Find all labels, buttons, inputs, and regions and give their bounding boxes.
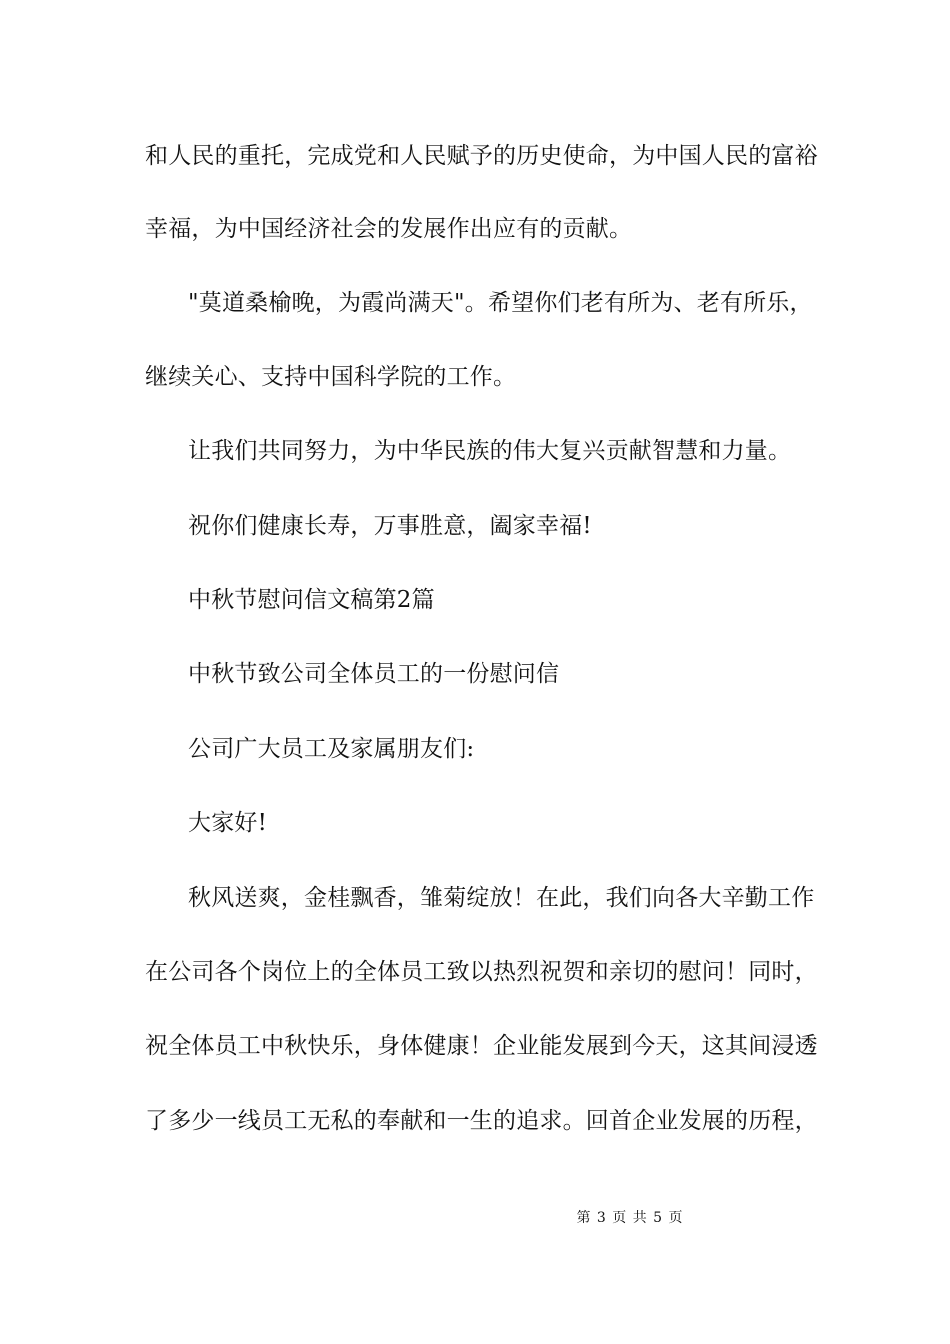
page-footer bbox=[0, 1208, 950, 1228]
body-text-line: 幸福，为中国经济社会的发展作出应有的贡献。 bbox=[145, 216, 633, 242]
letter-salutation: 公司广大员工及家属朋友们: bbox=[188, 736, 475, 762]
page-number: 第 3 页 共 5 页 bbox=[576, 1210, 684, 1226]
body-text-line: 秋风送爽，金桂飘香，雏菊绽放！在此，我们向各大辛勤工作 bbox=[188, 885, 815, 911]
body-text-line: 在公司各个岗位上的全体员工致以热烈祝贺和亲切的慰问！同时， bbox=[145, 959, 818, 985]
body-text-line: 让我们共同努力，为中华民族的伟大复兴贡献智慧和力量。 bbox=[188, 438, 792, 464]
letter-greeting: 大家好! bbox=[188, 810, 268, 836]
body-text-line: 了多少一线员工无私的奉献和一生的追求。回首企业发展的历程， bbox=[145, 1108, 818, 1134]
body-text-line: 祝全体员工中秋快乐，身体健康！企业能发展到今天，这其间浸透 bbox=[145, 1033, 818, 1059]
body-text-line: 祝你们健康长寿，万事胜意，阖家幸福! bbox=[188, 513, 592, 539]
body-text-line: "莫道桑榆晚，为霞尚满天"。希望你们老有所为、老有所乐， bbox=[188, 290, 813, 316]
letter-title: 中秋节致公司全体员工的一份慰问信 bbox=[188, 661, 560, 687]
body-text-line: 继续关心、支持中国科学院的工作。 bbox=[145, 364, 517, 390]
section-heading: 中秋节慰问信文稿第2篇 bbox=[188, 587, 435, 613]
body-text-line: 和人民的重托，完成党和人民赋予的历史使命，为中国人民的富裕 bbox=[145, 143, 818, 169]
